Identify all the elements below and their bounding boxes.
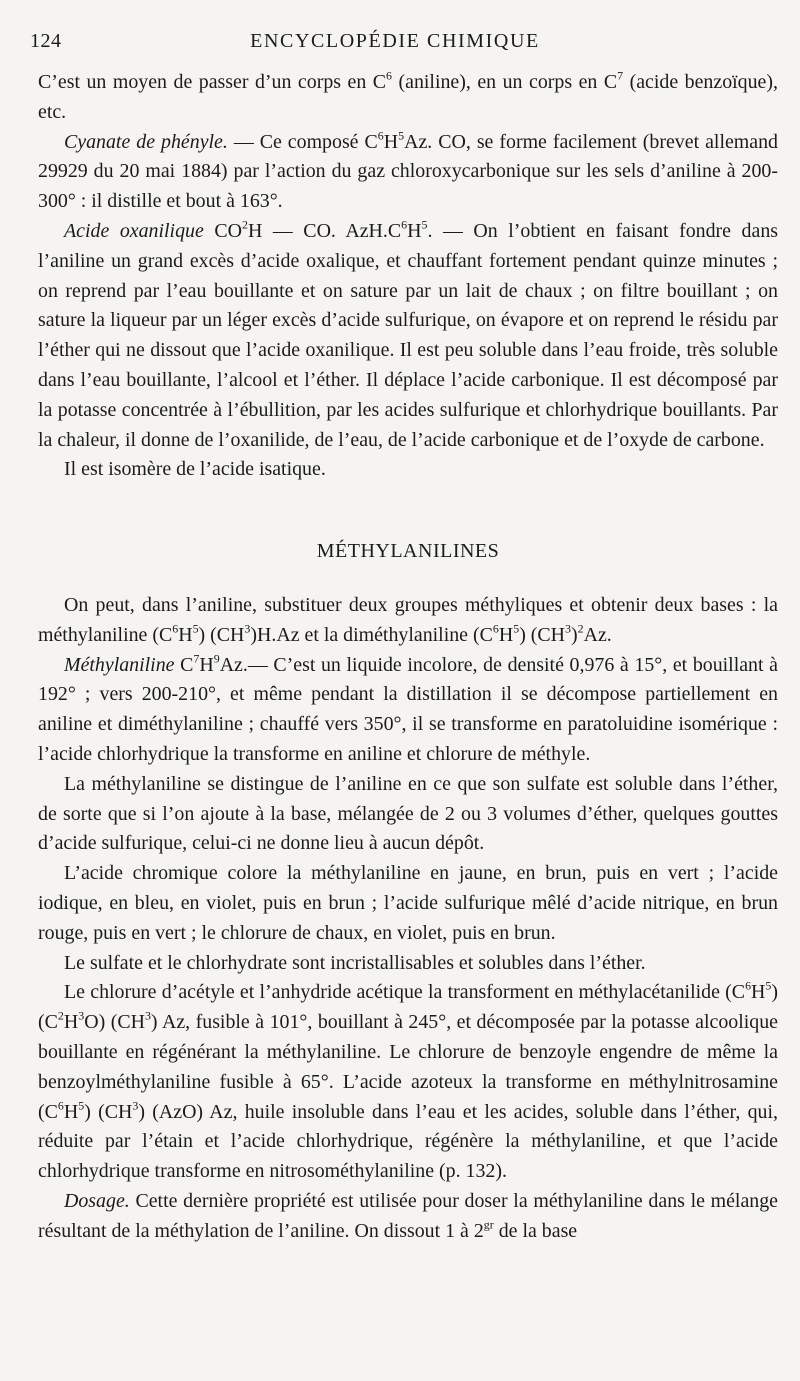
section-title: MÉTHYLANILINES bbox=[316, 540, 500, 563]
page-number: 124 bbox=[30, 30, 62, 52]
paragraph: Dosage. Cette dernière propriété est utilisée pour doser la méthylaniline dans le mélange résultant de la méthylation de l’aniline. On dissout 1 à $2^{gr}$ de la base bbox=[38, 1189, 778, 1242]
page-header bbox=[30, 30, 760, 60]
page-body bbox=[38, 68, 778, 1246]
paragraph: La méthylaniline se distingue de l’aniline en ce que son sulfate est soluble dans l’éther, de sorte que si l’on ajoute à la base, mélangée de 2 ou 3 volumes d’éther, quelques gouttes d’acide sulfurique, celui-ci ne donne lieu à aucun dépôt. bbox=[38, 772, 778, 855]
paragraph: Cyanate de phényle. — Ce composé $C^6H^5Az$. CO, se forme facilement (brevet allemand 29929 du 20 mai 1884) par l’action du gaz chloroxycarbonique sur les sels d’aniline à 200-300° : il distille et bout à 163°. bbox=[38, 128, 778, 213]
paragraph: Le chlorure d’acétyle et l’anhydride acétique la transforment en méthylacétanilide $(C^6H^5)$ $(C^2H^3O)$ $(CH^3)$ Az, fusible à 101°, bouillant à 245°, et décomposée par la potasse alcoolique bouillante en régénérant la méthylaniline. Le chlorure de benzoyle engendre de même la benzoylméthylaniline fusible à 65°. L’acide azoteux la transforme en méthylnitrosamine $(C^6H^5)$ $(CH^3)$ (AzO) Az, huile insoluble dans l’eau et les acides, soluble dans l’éther, qui, réduite par l’étain et l’acide chlorhydrique, régénère la méthylaniline, et que l’acide chlorhydrique transforme en nitrosométhylaniline (p. 132). bbox=[38, 978, 778, 1183]
paragraph: Il est isomère de l’acide isatique. bbox=[64, 458, 326, 481]
paragraph: L’acide chromique colore la méthylaniline en jaune, en brun, puis en vert ; l’acide iodique, en bleu, en violet, puis en brun ; l’acide sulfurique mêlé d’acide nitrique, en brun rouge, puis en vert ; le chlorure de chaux, en violet, puis en brun. bbox=[38, 862, 778, 944]
running-title: ENCYCLOPÉDIE CHIMIQUE bbox=[250, 30, 540, 52]
paragraph: C’est un moyen de passer d’un corps en $C^6$ (aniline), en un corps en $C^7$ (acide benzoïque), etc. bbox=[38, 68, 778, 123]
paragraph: Acide oxanilique $CO^2H$ — CO. $AzH.C^6H^5$. — On l’obtient en faisant fondre dans l’aniline un grand excès d’acide oxalique, et chauffant fortement pendant quinze minutes ; on reprend par l’eau bouillante et on sature par un lait de chaux ; on filtre bouillant ; on sature la liqueur par un léger excès d’acide sulfurique, on évapore et on reprend le résidu par l’éther qui ne dissout que l’acide oxanilique. Il est peu soluble dans l’eau froide, très soluble dans l’eau bouillante, l’alcool et l’éther. Il déplace l’acide carbonique. Il est décomposé par la potasse concentrée à l’ébullition, par les acides sulfurique et chlorhydrique bouillants. Par la chaleur, il donne de l’oxanilide, de l’eau, de l’acide carbonique et de l’oxyde de carbone. bbox=[38, 217, 779, 451]
paragraph: Méthylaniline $C^7H^9Az.—$ C’est un liquide incolore, de densité 0,976 à 15°, et bouillant à 192° ; vers 200-210°, et même pendant la distillation il se décompose partiellement en aniline et diméthylaniline ; chauffé vers 350°, il se transforme en paratoluidine isomérique : l’acide chlorhydrique la transforme en aniline et chlorure de méthyle. bbox=[38, 651, 778, 765]
paragraph: On peut, dans l’aniline, substituer deux groupes méthyliques et obtenir deux bases : la méthylaniline $(C^6H^5)$ $(CH^3)H.Az$ et la diméthylaniline $(C^6H^5)$ $(CH^3)^2Az$. bbox=[38, 593, 778, 646]
paragraph: Le sulfate et le chlorhydrate sont incristallisables et solubles dans l’éther. bbox=[64, 951, 646, 974]
